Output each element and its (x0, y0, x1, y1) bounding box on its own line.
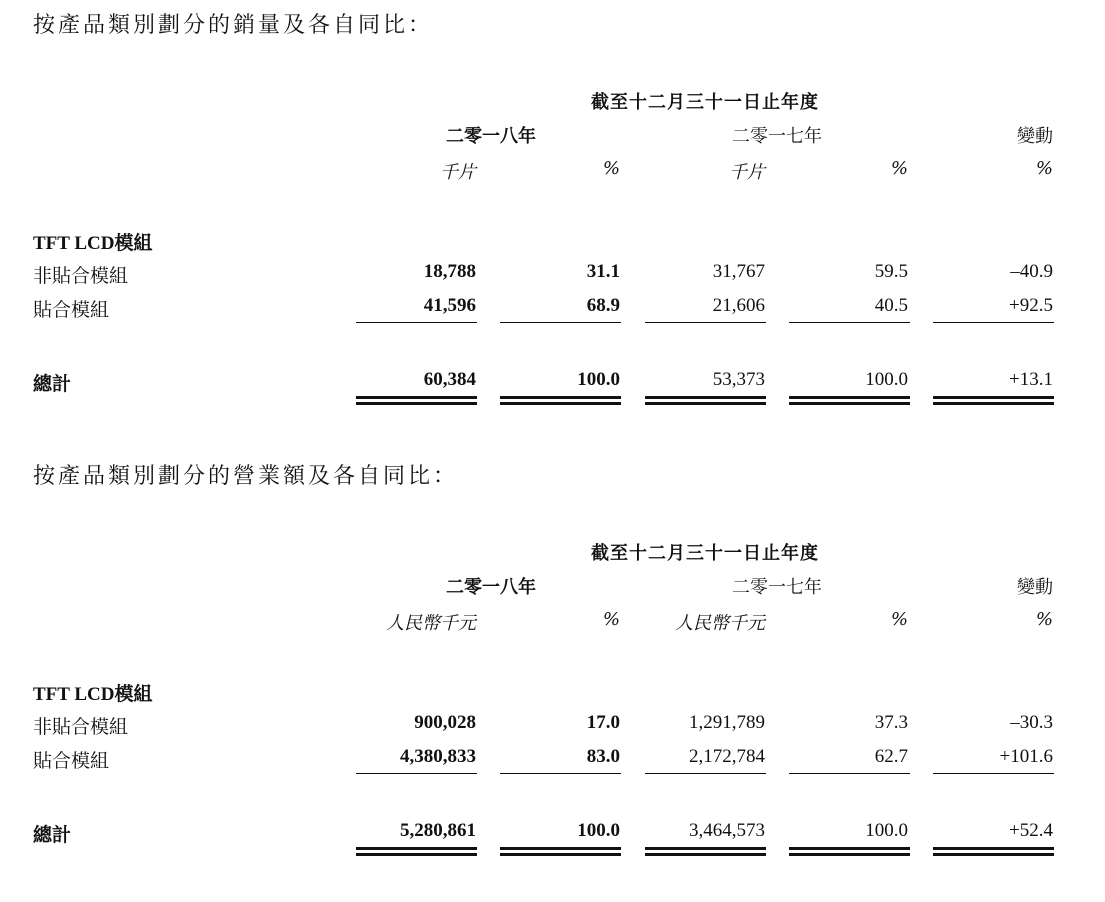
section-title: 按產品類別劃分的銷量及各自同比： (33, 13, 434, 38)
pct-2017: 59.5 (874, 261, 908, 282)
total-pct-2018: 100.0 (577, 820, 620, 841)
pct-change: +92.5 (1009, 295, 1053, 316)
subtotal-rule (356, 322, 477, 323)
value-2017: 21,606 (712, 295, 765, 316)
total-double-rule (933, 396, 1054, 405)
pct-2018-header: % (602, 158, 620, 179)
total-double-rule (645, 396, 766, 405)
subtotal-rule (933, 322, 1054, 323)
total-double-rule (356, 396, 477, 405)
change-header: 變動 (1017, 577, 1053, 598)
value-2018: 4,380,833 (400, 746, 476, 767)
unit-2018: 人民幣千元 (386, 613, 476, 634)
pct-change: +101.6 (999, 746, 1053, 767)
year-2017-header: 二零一七年 (732, 577, 822, 598)
row-label: 貼合模組 (33, 299, 110, 321)
total-value-2018: 60,384 (423, 369, 476, 390)
period-header: 截至十二月三十一日止年度 (591, 92, 819, 113)
year-2018-header: 二零一八年 (446, 126, 536, 147)
total-double-rule (933, 847, 1054, 856)
pct-change: –40.9 (1010, 261, 1053, 282)
year-2018-header: 二零一八年 (446, 577, 536, 598)
pct-2017: 62.7 (874, 746, 908, 767)
total-pct-change: +52.4 (1009, 820, 1053, 841)
total-double-rule (500, 847, 621, 856)
section-title: 按產品類別劃分的營業額及各自同比： (33, 464, 459, 489)
pct-2017: 40.5 (874, 295, 908, 316)
pct-2018-header: % (602, 609, 620, 630)
row-label: 貼合模組 (33, 750, 110, 772)
value-2017: 31,767 (712, 261, 765, 282)
total-double-rule (356, 847, 477, 856)
subtotal-rule (645, 773, 766, 774)
pct-2018: 83.0 (586, 746, 620, 767)
subtotal-rule (645, 322, 766, 323)
subtotal-rule (500, 322, 621, 323)
subtotal-rule (356, 773, 477, 774)
row-label: 非貼合模組 (33, 265, 129, 287)
pct-2018: 31.1 (586, 261, 620, 282)
subtotal-rule (789, 773, 910, 774)
total-pct-change: +13.1 (1009, 369, 1053, 390)
pct-change-header: % (1035, 158, 1053, 179)
unit-2017: 人民幣千元 (675, 613, 765, 634)
pct-2017: 37.3 (874, 712, 908, 733)
category-label: TFT LCD模組 (33, 684, 153, 705)
total-double-rule (645, 847, 766, 856)
row-label: 非貼合模組 (33, 716, 129, 738)
year-2017-header: 二零一七年 (732, 126, 822, 147)
total-label: 總計 (33, 824, 72, 846)
value-2017: 1,291,789 (689, 712, 765, 733)
subtotal-rule (789, 322, 910, 323)
pct-2018: 17.0 (586, 712, 620, 733)
revenue-section (0, 451, 1105, 902)
unit-2017: 千片 (729, 162, 765, 183)
subtotal-rule (933, 773, 1054, 774)
value-2018: 18,788 (423, 261, 476, 282)
change-header: 變動 (1017, 126, 1053, 147)
pct-2018: 68.9 (586, 295, 620, 316)
period-header: 截至十二月三十一日止年度 (591, 543, 819, 564)
total-label: 總計 (33, 373, 72, 395)
pct-change: –30.3 (1010, 712, 1053, 733)
total-pct-2017: 100.0 (865, 369, 908, 390)
pct-2017-header: % (890, 609, 908, 630)
subtotal-rule (500, 773, 621, 774)
total-pct-2018: 100.0 (577, 369, 620, 390)
value-2017: 2,172,784 (689, 746, 765, 767)
total-value-2017: 3,464,573 (689, 820, 765, 841)
value-2018: 41,596 (423, 295, 476, 316)
total-value-2018: 5,280,861 (400, 820, 476, 841)
total-double-rule (789, 847, 910, 856)
unit-2018: 千片 (440, 162, 476, 183)
category-label: TFT LCD模組 (33, 233, 153, 254)
pct-change-header: % (1035, 609, 1053, 630)
value-2018: 900,028 (414, 712, 476, 733)
total-double-rule (789, 396, 910, 405)
total-double-rule (500, 396, 621, 405)
pct-2017-header: % (890, 158, 908, 179)
total-value-2017: 53,373 (712, 369, 765, 390)
total-pct-2017: 100.0 (865, 820, 908, 841)
